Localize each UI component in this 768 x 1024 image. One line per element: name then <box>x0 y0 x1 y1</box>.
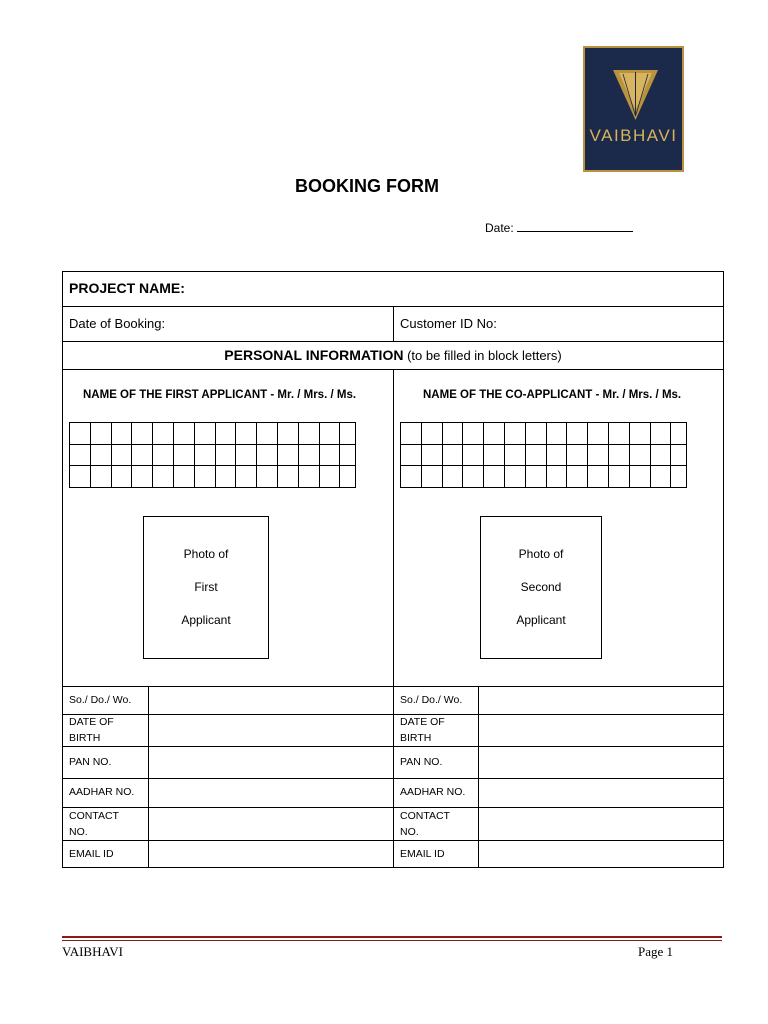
letter-box[interactable] <box>111 466 132 488</box>
sodowo-label-2: So./ Do./ Wo. <box>400 694 463 706</box>
divider <box>63 341 723 342</box>
letter-box[interactable] <box>215 466 236 488</box>
photo-text: First <box>194 580 218 594</box>
letter-box[interactable] <box>629 423 650 445</box>
letter-box[interactable] <box>173 423 194 445</box>
letter-box[interactable] <box>463 466 484 488</box>
letter-box[interactable] <box>153 466 174 488</box>
letter-box[interactable] <box>421 423 442 445</box>
letter-box[interactable] <box>257 423 278 445</box>
letter-box[interactable] <box>671 444 687 466</box>
contact-label-2: CONTACT NO. <box>400 810 450 838</box>
letter-box[interactable] <box>70 444 91 466</box>
co-applicant-name-grid[interactable] <box>400 422 687 488</box>
date-of-booking-label: Date of Booking: <box>69 316 166 331</box>
letter-box[interactable] <box>215 444 236 466</box>
letter-box[interactable] <box>463 444 484 466</box>
pan-label-1: PAN NO. <box>69 756 112 768</box>
letter-box[interactable] <box>588 466 609 488</box>
letter-box[interactable] <box>277 466 298 488</box>
first-applicant-detail-inputs[interactable] <box>149 686 393 867</box>
letter-box[interactable] <box>153 423 174 445</box>
footer-rule-thin <box>62 940 722 941</box>
letter-box[interactable] <box>236 423 257 445</box>
date-field[interactable] <box>485 219 633 235</box>
letter-box[interactable] <box>277 444 298 466</box>
letter-box[interactable] <box>546 444 567 466</box>
letter-box[interactable] <box>671 423 687 445</box>
co-applicant-detail-inputs[interactable] <box>479 686 724 867</box>
project-name-label: PROJECT NAME: <box>69 280 185 296</box>
date-blank-line[interactable] <box>517 219 633 232</box>
photo-text: Second <box>520 580 562 594</box>
footer-page-number: Page 1 <box>638 944 674 959</box>
booking-form-table <box>62 271 724 868</box>
letter-box[interactable] <box>608 444 629 466</box>
name-grid-row <box>70 444 356 466</box>
letter-box[interactable] <box>504 444 525 466</box>
letter-box[interactable] <box>277 423 298 445</box>
letter-box[interactable] <box>671 466 687 488</box>
letter-box[interactable] <box>546 466 567 488</box>
letter-box[interactable] <box>401 466 422 488</box>
letter-box[interactable] <box>111 444 132 466</box>
name-grid-row <box>401 466 687 488</box>
letter-box[interactable] <box>463 423 484 445</box>
first-applicant-name-label: NAME OF THE FIRST APPLICANT - Mr. / Mrs. / Ms. <box>83 389 357 401</box>
letter-box[interactable] <box>340 444 356 466</box>
personal-info-heading <box>63 347 723 363</box>
pan-label-2: PAN NO. <box>400 756 443 768</box>
letter-box[interactable] <box>567 444 588 466</box>
vaibhavi-logo <box>583 46 684 172</box>
letter-box[interactable] <box>194 466 215 488</box>
name-grid-row <box>70 423 356 445</box>
letter-box[interactable] <box>401 444 422 466</box>
letter-box[interactable] <box>340 423 356 445</box>
letter-box[interactable] <box>525 423 546 445</box>
sodowo-label-1: So./ Do./ Wo. <box>69 694 132 706</box>
letter-box[interactable] <box>629 444 650 466</box>
letter-box[interactable] <box>132 444 153 466</box>
letter-box[interactable] <box>442 423 463 445</box>
letter-box[interactable] <box>173 466 194 488</box>
photo-text: Applicant <box>516 613 566 627</box>
personal-info-title: PERSONAL INFORMATION <box>224 347 404 363</box>
dob-label-2: DATE OF BIRTH <box>400 716 445 744</box>
letter-box[interactable] <box>504 466 525 488</box>
letter-box[interactable] <box>608 423 629 445</box>
letter-box[interactable] <box>650 423 671 445</box>
letter-box[interactable] <box>90 466 111 488</box>
letter-box[interactable] <box>236 444 257 466</box>
letter-box[interactable] <box>319 444 340 466</box>
co-applicant-name-label: NAME OF THE CO-APPLICANT - Mr. / Mrs. / Ms. <box>423 389 682 401</box>
letter-box[interactable] <box>215 423 236 445</box>
personal-info-note: (to be filled in block letters) <box>407 348 562 363</box>
page-title: BOOKING FORM <box>295 176 439 196</box>
photo-text: Applicant <box>181 613 231 627</box>
footer-left: VAIBHAVI <box>62 944 123 959</box>
letter-box[interactable] <box>111 423 132 445</box>
letter-box[interactable] <box>153 444 174 466</box>
letter-box[interactable] <box>173 444 194 466</box>
letter-box[interactable] <box>194 444 215 466</box>
letter-box[interactable] <box>504 423 525 445</box>
contact-label-1: CONTACT NO. <box>69 810 119 838</box>
letter-box[interactable] <box>442 444 463 466</box>
letter-box[interactable] <box>319 466 340 488</box>
letter-box[interactable] <box>567 466 588 488</box>
photo-text: Photo of <box>518 547 564 561</box>
letter-box[interactable] <box>257 444 278 466</box>
letter-box[interactable] <box>650 444 671 466</box>
letter-box[interactable] <box>257 466 278 488</box>
letter-box[interactable] <box>608 466 629 488</box>
dob-label-1: DATE OF BIRTH <box>69 716 114 744</box>
name-grid-row <box>70 466 356 488</box>
footer-rule <box>62 936 722 938</box>
letter-box[interactable] <box>70 466 91 488</box>
second-applicant-photo-box <box>480 516 602 659</box>
name-grid-row <box>401 423 687 445</box>
customer-id-label: Customer ID No: <box>400 316 497 331</box>
aadhar-label-1: AADHAR NO. <box>69 786 135 798</box>
letter-box[interactable] <box>194 423 215 445</box>
logo-emblem-icon <box>613 70 658 122</box>
letter-box[interactable] <box>298 423 319 445</box>
letter-box[interactable] <box>90 444 111 466</box>
divider <box>393 306 394 341</box>
first-applicant-name-grid[interactable] <box>69 422 356 488</box>
letter-box[interactable] <box>70 423 91 445</box>
letter-box[interactable] <box>236 466 257 488</box>
letter-box[interactable] <box>421 466 442 488</box>
first-applicant-photo-box <box>143 516 269 659</box>
letter-box[interactable] <box>525 466 546 488</box>
letter-box[interactable] <box>484 423 505 445</box>
letter-box[interactable] <box>298 466 319 488</box>
letter-box[interactable] <box>90 423 111 445</box>
letter-box[interactable] <box>421 444 442 466</box>
divider <box>393 369 394 867</box>
letter-box[interactable] <box>650 466 671 488</box>
letter-box[interactable] <box>629 466 650 488</box>
date-label: Date: <box>485 221 514 235</box>
name-grid-row <box>401 444 687 466</box>
letter-box[interactable] <box>588 444 609 466</box>
letter-box[interactable] <box>340 466 356 488</box>
logo-text: VAIBHAVI <box>589 126 678 145</box>
letter-box[interactable] <box>401 423 422 445</box>
letter-box[interactable] <box>442 466 463 488</box>
letter-box[interactable] <box>546 423 567 445</box>
letter-box[interactable] <box>484 444 505 466</box>
letter-box[interactable] <box>525 444 546 466</box>
aadhar-label-2: AADHAR NO. <box>400 786 466 798</box>
letter-box[interactable] <box>484 466 505 488</box>
letter-box[interactable] <box>298 444 319 466</box>
photo-text: Photo of <box>183 547 229 561</box>
letter-box[interactable] <box>567 423 588 445</box>
letter-box[interactable] <box>132 466 153 488</box>
email-label-1: EMAIL ID <box>69 848 114 860</box>
letter-box[interactable] <box>588 423 609 445</box>
letter-box[interactable] <box>319 423 340 445</box>
letter-box[interactable] <box>132 423 153 445</box>
email-label-2: EMAIL ID <box>400 848 445 860</box>
